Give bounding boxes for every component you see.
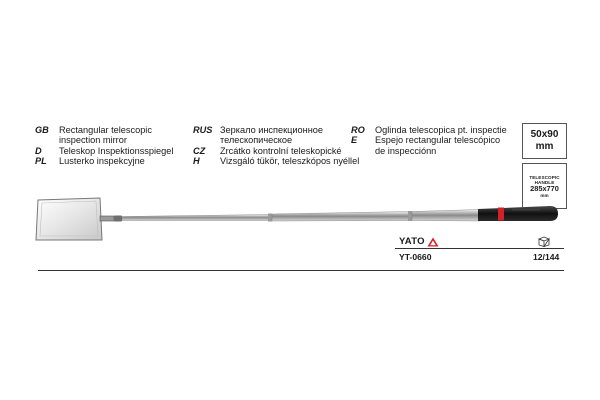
lang-row-ro — [351, 125, 507, 135]
lang-text: Oglinda telescopica pt. inspectie — [375, 125, 507, 135]
lang-row-e-cont — [351, 146, 507, 156]
mirror-size-value: 50x90 — [530, 129, 559, 140]
lang-code — [193, 135, 220, 145]
lang-text: inspection mirror — [59, 135, 127, 146]
lang-code — [35, 135, 59, 145]
telescopic-shaft — [122, 210, 480, 222]
lang-row-rus-cont — [193, 135, 359, 145]
handle-label-line1: TELESCOPIC — [529, 174, 560, 180]
lang-text: телескопическое — [220, 135, 293, 146]
package-box-icon — [538, 236, 550, 247]
lang-row-d — [35, 146, 173, 156]
brand-name: YATO — [399, 236, 425, 247]
lang-code — [351, 146, 375, 156]
handle-length-value: 285x770 — [530, 183, 559, 193]
lang-code: E — [351, 135, 358, 146]
lang-row-e — [351, 135, 507, 145]
lang-code: CZ — [193, 145, 206, 156]
brand-logo — [399, 236, 439, 247]
lang-text: Zrcátko kontrolní teleskopické — [220, 145, 342, 156]
lang-code: H — [193, 156, 200, 167]
lang-row-h — [193, 156, 359, 166]
lang-code: GB — [35, 125, 49, 135]
divider-line — [395, 248, 564, 249]
lang-row-rus — [193, 125, 359, 135]
description-column-2 — [193, 125, 359, 167]
mirror-joint — [100, 216, 122, 222]
handle-label-line2: HANDLE — [534, 179, 555, 185]
lang-row-gb — [35, 125, 173, 135]
mirror-head — [36, 198, 102, 240]
lang-code: RO — [351, 125, 365, 135]
mirror-size-box — [522, 123, 567, 159]
lang-row-gb-cont — [35, 135, 173, 145]
lang-row-cz — [193, 146, 359, 156]
telescopic-mirror-illustration — [30, 190, 560, 250]
handle-grip — [478, 206, 558, 221]
lang-text: Teleskop Inspektionsspiegel — [59, 145, 174, 156]
lang-text: de inspecciónn — [375, 145, 437, 156]
package-quantity: 12/144 — [533, 252, 560, 262]
lang-text: Lusterko inspekcyjne — [59, 156, 145, 167]
lang-text: Vizsgáló tükör, teleszkópos nyéllel — [220, 156, 360, 167]
mirror-size-unit: mm — [535, 141, 554, 152]
description-column-1 — [35, 125, 173, 167]
lang-text: Зеркало инспекционное — [220, 125, 324, 135]
lang-text: Espejo rectangular telescópico — [375, 135, 501, 146]
model-number: YT-0660 — [399, 252, 432, 262]
lang-text: Rectangular telescopic — [59, 125, 152, 135]
divider-line — [38, 270, 564, 271]
lang-code: PL — [35, 156, 47, 167]
handle-length-unit: mm — [540, 192, 549, 198]
warning-triangle-icon — [427, 237, 439, 247]
lang-row-pl — [35, 156, 173, 166]
lang-code: D — [35, 145, 42, 156]
lang-code: RUS — [193, 125, 213, 135]
description-column-3 — [351, 125, 507, 156]
